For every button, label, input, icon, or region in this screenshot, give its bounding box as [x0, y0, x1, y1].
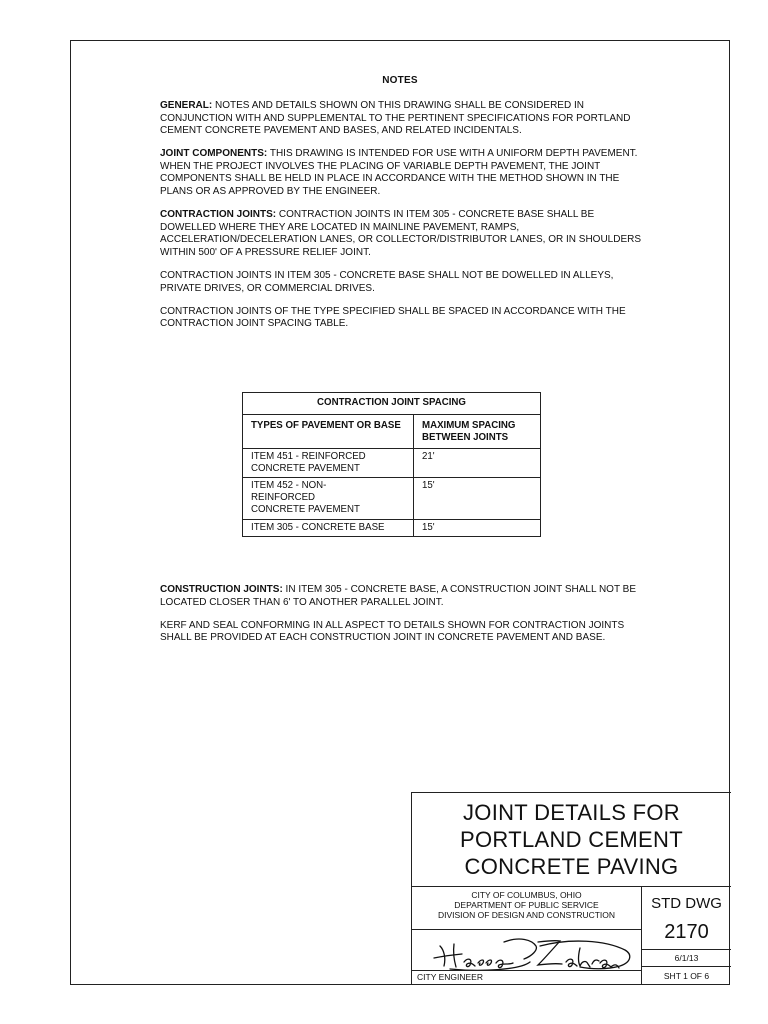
kerf-seal-note: KERF AND SEAL CONFORMING IN ALL ASPECT TO DETAILS SHOWN FOR CONTRACTION JOINTS SHALL BE PROVIDED AT EACH CONSTRUCTION JOINT IN CONCRETE PAVEMENT AND BASE.	[160, 619, 625, 644]
table-cell-max-spacing: 21'	[414, 448, 541, 477]
construction-joints-note	[160, 584, 650, 609]
joint-components-text: THIS DRAWING IS INTENDED FOR USE WITH A UNIFORM DEPTH PAVEMENT. WHEN THE PROJECT INVOLVES THE PLACING OF VARIABLE DEPTH PAVEMENT, THE JOINT COMPONENTS SHALL BE HELD IN PLACE IN ACCORDANCE WITH THE METHOD SHOWN IN THE PLANS OR AS APPROVED BY THE ENGINEER.	[160, 148, 638, 198]
table-cell-pavement-type: ITEM 305 - CONCRETE BASE	[243, 519, 414, 536]
table-cell-max-spacing: 15'	[414, 519, 541, 536]
title-line-2: PORTLAND CEMENT	[460, 827, 683, 852]
table-row	[243, 519, 541, 536]
dept-line-department: DEPARTMENT OF PUBLIC SERVICE	[454, 900, 599, 910]
dept-line-division: DIVISION OF DESIGN AND CONSTRUCTION	[437, 910, 616, 920]
sheet-number: SHT 1 OF 6	[642, 966, 731, 986]
contraction-joints-note	[160, 209, 650, 259]
table-cell-pavement-type: ITEM 451 - REINFORCED CONCRETE PAVEMENT	[243, 448, 414, 477]
table-row	[243, 448, 541, 477]
drawing-number: 2170	[664, 921, 709, 943]
table-caption-row	[243, 393, 541, 415]
dept-line-city: CITY OF COLUMBUS, OHIO	[471, 890, 582, 900]
department-block	[411, 886, 641, 929]
column-header-pavement-type: TYPES OF PAVEMENT OR BASE	[243, 415, 414, 448]
general-note-text: NOTES AND DETAILS SHOWN ON THIS DRAWING SHALL BE CONSIDERED IN CONJUNCTION WITH AND SUPPLEMENTAL TO THE PERTINENT SPECIFICATIONS FOR PORTLAND CEMENT CONCRETE PAVEMENT AND BASES, AND RELATED INCIDENTALS.	[160, 100, 631, 137]
table-cell-pavement-type	[243, 478, 414, 520]
joint-components-note	[160, 148, 650, 198]
contraction-joints-label: CONTRACTION JOINTS:	[160, 209, 277, 221]
table-cell-pavement-type-text: ITEM 452 - NON-REINFORCED CONCRETE PAVEMENT	[251, 480, 360, 516]
title-line-1: JOINT DETAILS FOR	[463, 800, 680, 825]
title-line-3: CONCRETE PAVING	[464, 854, 679, 879]
table-cell-max-spacing: 15'	[414, 478, 541, 520]
construction-joints-text: IN ITEM 305 - CONCRETE BASE, A CONSTRUCTION JOINT SHALL NOT BE LOCATED CLOSER THAN 6' TO ANOTHER PARALLEL JOINT.	[160, 584, 636, 608]
joint-components-label: JOINT COMPONENTS:	[160, 148, 268, 160]
signature-line	[412, 970, 641, 971]
signature-block	[411, 929, 641, 985]
general-note	[160, 100, 650, 138]
table-header-row	[243, 415, 541, 448]
contraction-joints-text: CONTRACTION JOINTS IN ITEM 305 - CONCRETE BASE SHALL BE DOWELLED WHERE THEY ARE LOCATED IN MAINLINE PAVEMENT, RAMPS, ACCELERATION/DECELERATION LANES, OR COLLECTOR/DISTRIBUTOR LANES, OR IN SHOULDERS WITHIN 500' OF A PRESSURE RELIEF JOINT.	[160, 209, 642, 258]
std-dwg-label: STD DWG	[651, 895, 722, 912]
drawing-date: 6/1/13	[642, 949, 731, 966]
contraction-joint-spacing-table	[242, 392, 541, 537]
table-caption: CONTRACTION JOINT SPACING	[243, 393, 541, 415]
construction-notes-section	[160, 584, 650, 655]
general-note-label: GENERAL:	[160, 100, 213, 111]
construction-joints-label: CONSTRUCTION JOINTS:	[160, 584, 283, 595]
table-row	[243, 478, 541, 520]
engineer-signature	[420, 932, 635, 972]
city-engineer-label: CITY ENGINEER	[417, 972, 483, 982]
notes-section	[160, 100, 650, 341]
contraction-joints-note-2: CONTRACTION JOINTS IN ITEM 305 - CONCRETE BASE SHALL NOT BE DOWELLED IN ALLEYS, PRIVATE DRIVES, OR COMMERCIAL DRIVES.	[160, 270, 614, 294]
drawing-sheet	[70, 40, 730, 985]
contraction-joints-note-3: CONTRACTION JOINTS OF THE TYPE SPECIFIED SHALL BE SPACED IN ACCORDANCE WITH THE CONTRACTION JOINT SPACING TABLE.	[160, 305, 626, 330]
title-block-title	[411, 792, 731, 886]
notes-title: NOTES	[382, 75, 418, 86]
drawing-number-block	[641, 886, 731, 985]
column-header-max-spacing: MAXIMUM SPACING BETWEEN JOINTS	[414, 415, 541, 448]
